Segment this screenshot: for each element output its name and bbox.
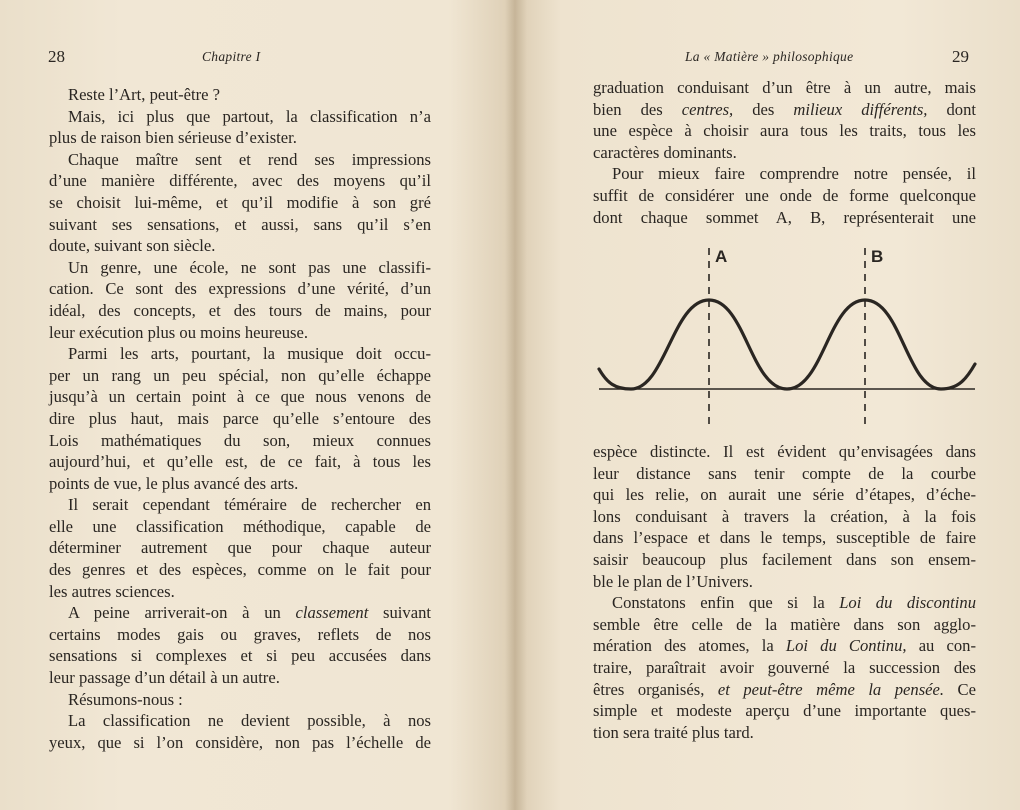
text-line: Il serait cependant téméraire de rechercher en <box>68 495 431 515</box>
italic-run: centres, <box>681 99 734 119</box>
italic-run: et peut-être même la pensée. <box>717 679 945 699</box>
italic-run: classement <box>295 603 369 623</box>
text-line <box>593 679 976 701</box>
right-page <box>515 0 1020 810</box>
text-line: simple et modeste aperçu d’une importante ques- <box>593 701 976 721</box>
italic-run: Loi du Continu, <box>785 636 907 656</box>
text-line: des genres et des espèces, comme on le fait pour <box>49 560 431 580</box>
text-line: Parmi les arts, pourtant, la musique doit occu- <box>68 344 431 364</box>
text-line: saisir beaucoup plus facilement dans son ensem- <box>593 549 976 569</box>
page-number: 28 <box>48 47 65 66</box>
text-run: mération des atomes, la <box>593 636 786 656</box>
text-line: ble le plan de l’Univers. <box>593 571 753 591</box>
text-line: yeux, que si l’on considère, non pas l’échelle de <box>49 732 431 752</box>
text-line: Mais, ici plus que partout, la classification n’a <box>68 106 431 126</box>
text-line: certains modes gais ou graves, reflets de nos <box>49 624 431 644</box>
label-b: B <box>871 247 884 266</box>
text-line: Reste l’Art, peut-être ? <box>68 85 221 104</box>
wave-diagram <box>595 238 979 438</box>
text-line: graduation conduisant d’un être à un autre, mais <box>593 78 976 97</box>
text-line: elle une classification méthodique, capable de <box>49 516 431 536</box>
text-line: leur exécution plus ou moins heureuse. <box>49 322 308 342</box>
italic-run: Loi du discontinu <box>839 593 976 613</box>
text-line: semble être celle de la matière dans son agglo- <box>593 614 976 634</box>
text-line: qui les relie, on aurait une série d’étapes, d’éche- <box>593 485 976 505</box>
page-number: 29 <box>952 47 969 66</box>
text-line: caractères dominants. <box>593 142 737 162</box>
text-run: Ce <box>944 679 976 699</box>
text-line: plus de raison bien sérieuse d’exister. <box>49 128 297 148</box>
text-run: bien des <box>593 99 682 119</box>
text-line: Un genre, une école, ne sont pas une classifi- <box>68 257 431 277</box>
text-line <box>49 602 431 624</box>
text-line: sensations si complexes et si peu accusées dans <box>49 646 431 666</box>
text-line: Pour mieux faire comprendre notre pensée, il <box>612 164 976 184</box>
running-head: Chapitre I <box>202 49 261 64</box>
text-run: suivant <box>368 603 431 623</box>
label-a: A <box>715 247 728 266</box>
text-line: per un rang un peu spécial, non qu’elle échappe <box>49 365 431 385</box>
italic-run: milieux différents, <box>793 99 928 119</box>
page-body-top <box>593 77 976 228</box>
text-line: dont chaque sommet A, B, représenterait une <box>593 207 976 227</box>
text-line: déterminer autrement que pour chaque auteur <box>49 538 431 558</box>
wave-figure <box>595 238 979 438</box>
text-line <box>593 635 976 657</box>
text-run: Constatons enfin que si la <box>612 593 840 613</box>
text-line: Chaque maître sent et rend ses impressions <box>68 149 431 169</box>
text-line: leur distance sans tenir compte de la courbe <box>593 463 976 483</box>
text-line: d’une manière différente, avec des moyens qu’il <box>49 171 431 191</box>
text-line: les autres sciences. <box>49 581 175 601</box>
text-line: une espèce à choisir aura tous les traits, tous les <box>593 121 976 141</box>
text-line <box>593 99 976 121</box>
text-line: dire plus haut, mais parce qu’elle s’entoure des <box>49 408 431 428</box>
text-line: suivant ses sensations, et aussi, sans qu’il s’en <box>49 214 431 234</box>
text-line: espèce distincte. Il est évident qu’envisagées dans <box>593 442 976 461</box>
text-line: La classification ne devient possible, à nos <box>68 711 431 731</box>
text-line: se choisit lui-même, et qu’il modifie à son gré <box>49 192 431 212</box>
text-line: jusqu’à un certain point à ce que nous venons de <box>49 387 431 407</box>
text-run: dont <box>927 99 976 119</box>
text-line: leur passage d’un détail à un autre. <box>49 668 280 688</box>
wave-curve <box>599 300 975 389</box>
running-head: La « Matière » philosophique <box>685 49 854 64</box>
text-run: A peine arriverait-on à un <box>68 603 296 623</box>
text-line: dans l’espace et dans le temps, susceptible de faire <box>593 528 976 548</box>
text-run: êtres organisés, <box>593 679 718 699</box>
text-run: des <box>733 99 794 119</box>
text-line: tion sera traité plus tard. <box>593 722 754 742</box>
text-line: doute, suivant son siècle. <box>49 236 216 256</box>
text-line: Résumons-nous : <box>68 689 183 709</box>
text-line: lons conduisant à travers la création, à la fois <box>593 506 976 526</box>
text-line: aujourd’hui, et qu’elle est, de ce fait, à tous les <box>49 452 431 472</box>
text-run: au con- <box>906 636 976 656</box>
page-body-bottom <box>593 441 976 743</box>
text-line <box>593 592 976 614</box>
text-line: idéal, des concepts, et des tours de mains, pour <box>49 300 431 320</box>
text-line: Lois mathématiques du son, mieux connues <box>49 430 431 450</box>
text-line: points de vue, le plus avancé des arts. <box>49 473 299 493</box>
text-line: traire, paraîtrait avoir gouverné la succession des <box>593 657 976 677</box>
page-body <box>49 84 431 753</box>
text-line: cation. Ce sont des expressions d’une vérité, d’un <box>49 279 431 299</box>
text-line: suffit de considérer une onde de forme quelconque <box>593 185 976 205</box>
